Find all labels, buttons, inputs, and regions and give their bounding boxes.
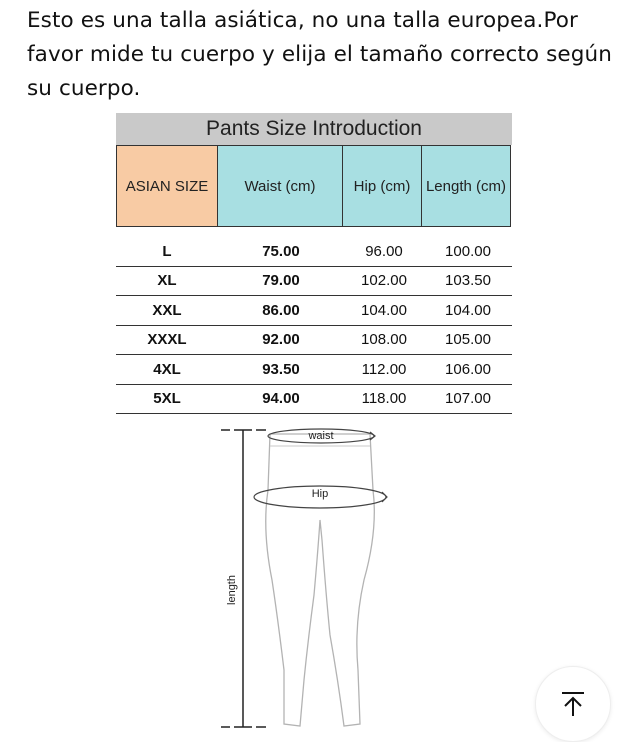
- waist-cell: 93.50: [262, 360, 300, 378]
- length-cell: 104.00: [445, 301, 491, 319]
- pants-outline: [266, 434, 375, 726]
- header-waist: Waist (cm): [217, 145, 343, 227]
- waist-cell: 79.00: [262, 272, 300, 290]
- size-cell: XXXL: [147, 331, 187, 349]
- intro-text: Esto es una talla asiática, no una talla europea.Por favor mide tu cuerpo y elija el tamaño correcto según su cuerpo.: [27, 8, 612, 101]
- length-label: length: [226, 575, 238, 605]
- size-cell: XXL: [152, 301, 182, 319]
- hip-label: Hip: [311, 488, 329, 500]
- size-cell: XL: [157, 272, 177, 290]
- table-title: Pants Size Introduction: [116, 113, 512, 145]
- waist-label: waist: [308, 430, 334, 442]
- hip-cell: 96.00: [365, 242, 403, 260]
- hip-cell: 118.00: [361, 390, 407, 408]
- table-row: [116, 385, 512, 415]
- table-row: [116, 326, 512, 356]
- length-cell: 105.00: [445, 331, 491, 349]
- hip-cell: 112.00: [361, 360, 407, 378]
- table-row: [116, 296, 512, 326]
- table-body: [116, 237, 512, 414]
- header-hip: Hip (cm): [342, 145, 422, 227]
- hip-cell: 104.00: [361, 301, 407, 319]
- header-length: Length (cm): [421, 145, 511, 227]
- table-row: [116, 355, 512, 385]
- table-row: [116, 237, 512, 267]
- table-header-row: [116, 145, 512, 227]
- waist-cell: 75.00: [262, 242, 300, 260]
- hip-cell: 102.00: [361, 272, 407, 290]
- size-cell: 5XL: [153, 390, 181, 408]
- waist-cell: 92.00: [262, 331, 300, 349]
- length-cell: 100.00: [445, 242, 491, 260]
- length-cell: 106.00: [445, 360, 491, 378]
- pants-measurement-diagram: [218, 420, 398, 735]
- table-row: [116, 267, 512, 297]
- hip-cell: 108.00: [361, 331, 407, 349]
- length-cell: 107.00: [445, 390, 491, 408]
- size-cell: 4XL: [153, 360, 181, 378]
- header-asian-size: ASIAN SIZE: [116, 145, 218, 227]
- length-cell: 103.50: [445, 272, 491, 290]
- arrow-up-to-top-icon: [560, 690, 586, 718]
- size-cell: L: [162, 242, 172, 260]
- waist-cell: 86.00: [262, 301, 300, 319]
- size-chart-table: [116, 113, 512, 414]
- waist-cell: 94.00: [262, 390, 300, 408]
- scroll-to-top-button[interactable]: [535, 666, 611, 742]
